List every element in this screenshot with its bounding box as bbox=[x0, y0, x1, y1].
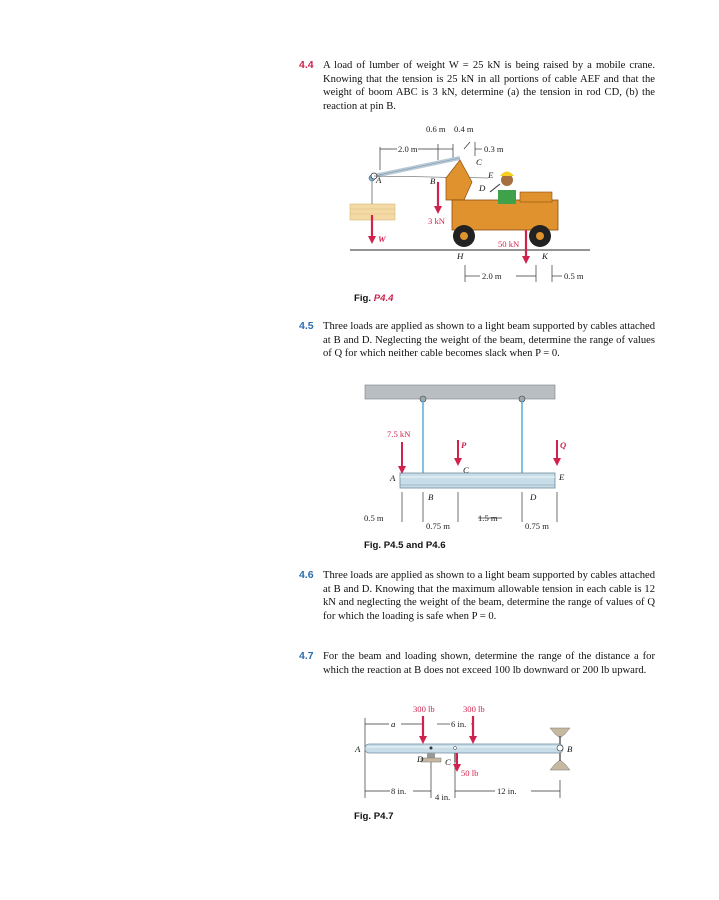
problem-text: Three loads are applied as shown to a light beam supported by cables attached at B and D. Knowing that the maximum allowable tension in each cable is 12 kN and neglecting the weight of the beam, determine the range of values of Q for which the loading is safe when P = 0. bbox=[323, 570, 655, 622]
label-50lb: 50 lb bbox=[461, 768, 479, 778]
dim-0-75m-left: 0.75 m bbox=[426, 521, 450, 531]
label-H: H bbox=[457, 251, 464, 261]
figure-p4-4 bbox=[340, 120, 600, 295]
label-A: A bbox=[390, 473, 396, 483]
problem-number: 4.4 bbox=[299, 59, 314, 71]
label-A: A bbox=[376, 175, 382, 185]
beam bbox=[400, 473, 555, 488]
label-B: B bbox=[430, 176, 436, 186]
dim-0-75m-right: 0.75 m bbox=[525, 521, 549, 531]
dim-12in: 12 in. bbox=[497, 786, 517, 796]
dim-0-5m: 0.5 m bbox=[364, 513, 384, 523]
dim-0-6m: 0.6 m bbox=[426, 124, 446, 134]
beam bbox=[365, 744, 563, 753]
label-E: E bbox=[488, 170, 494, 180]
dim-1-5m: 1.5 m bbox=[478, 513, 498, 523]
label-K: K bbox=[542, 251, 548, 261]
dim-0-3m: 0.3 m bbox=[484, 144, 504, 154]
caption-number: P4.4 bbox=[373, 293, 394, 304]
dim-a: a bbox=[391, 719, 396, 729]
support-D bbox=[421, 753, 441, 762]
dim-8in: 8 in. bbox=[391, 786, 407, 796]
dim-6in: 6 in. bbox=[451, 719, 467, 729]
caption-prefix: Fig. bbox=[354, 293, 374, 304]
problem-text: For the beam and loading shown, determine the range of the distance a for which the reaction at B does not exceed 100 lb downward or 200 lb upward. bbox=[323, 651, 655, 676]
problem-4-6 bbox=[299, 569, 655, 623]
dim-2-0m-bottom: 2.0 m bbox=[482, 271, 502, 281]
label-Q: Q bbox=[560, 440, 567, 450]
label-3kN: 3 kN bbox=[428, 216, 445, 226]
label-C: C bbox=[463, 465, 469, 475]
label-D: D bbox=[530, 492, 537, 502]
label-P: P bbox=[461, 440, 467, 450]
label-D: D bbox=[479, 183, 486, 193]
label-D: D bbox=[417, 754, 424, 764]
lumber-load bbox=[350, 175, 395, 220]
figure-p4-5 bbox=[360, 380, 600, 540]
label-B: B bbox=[428, 492, 434, 502]
label-E: E bbox=[559, 472, 565, 482]
dim-0-4m: 0.4 m bbox=[454, 124, 474, 134]
figure-p4-4-caption bbox=[354, 293, 393, 304]
label-7-5kN: 7.5 kN bbox=[387, 429, 411, 439]
label-C: C bbox=[445, 757, 451, 767]
ceiling bbox=[365, 385, 555, 399]
label-300lb-right: 300 lb bbox=[463, 704, 485, 714]
label-C: C bbox=[476, 157, 482, 167]
label-B: B bbox=[567, 744, 573, 754]
dim-0-5m: 0.5 m bbox=[564, 271, 584, 281]
label-A: A bbox=[355, 744, 361, 754]
problem-4-4 bbox=[299, 59, 655, 113]
dim-2-0m-top: 2.0 m bbox=[398, 144, 418, 154]
problem-number: 4.5 bbox=[299, 320, 314, 332]
problem-text: A load of lumber of weight W = 25 kN is being raised by a mobile crane. Knowing that the tension is 25 kN in all portions of cable AEF and that the weight of boom ABC is 3 kN, determine (a) the tension in rod CD, (b) the reaction at pin B. bbox=[323, 60, 655, 112]
dim-4in: 4 in. bbox=[435, 792, 451, 802]
crane-vehicle bbox=[446, 160, 558, 230]
problem-text: Three loads are applied as shown to a light beam supported by cables attached at B and D. Neglecting the weight of the beam, determine the range of values of Q for which neither cable becomes slack when P = 0. bbox=[323, 321, 655, 360]
problem-4-5 bbox=[299, 320, 655, 361]
figure-p4-7-caption: Fig. P4.7 bbox=[354, 811, 394, 822]
problem-number: 4.6 bbox=[299, 569, 314, 581]
label-50kN: 50 kN bbox=[498, 239, 520, 249]
figure-p4-7 bbox=[345, 700, 595, 810]
figure-p4-5-caption: Fig. P4.5 and P4.6 bbox=[364, 540, 446, 551]
problem-number: 4.7 bbox=[299, 650, 314, 662]
label-W: W bbox=[378, 234, 386, 244]
problem-4-7 bbox=[299, 650, 655, 677]
label-300lb-left: 300 lb bbox=[413, 704, 435, 714]
